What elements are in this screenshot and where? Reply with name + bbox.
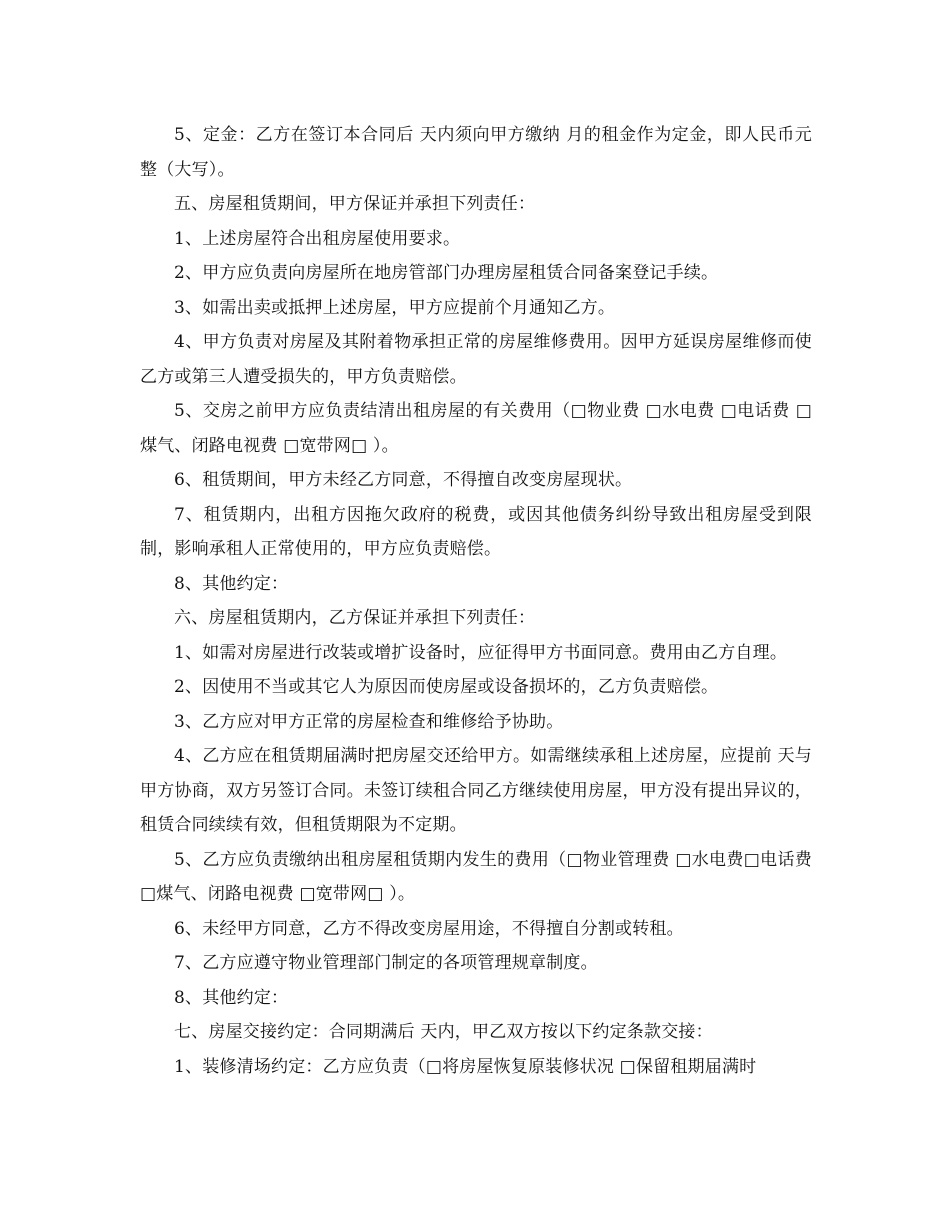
paragraph-landlord-8: 8、其他约定： bbox=[174, 573, 289, 594]
section-heading-handover: 七、房屋交接约定：合同期满后 天内，甲乙双方按以下约定条款交接： bbox=[174, 1022, 713, 1042]
paragraph-tenant-4: 4、乙方应在租赁期届满时把房屋交还给甲方。如需继续承租上述房屋，应提前 天与甲方协商，双方另签订合同。未签订续租合同乙方继续使用房屋，甲方没有提出异议的，租赁合同续续有效，但租赁期限为不定期。 bbox=[140, 746, 812, 835]
section-heading-tenant-duties: 六、房屋租赁期内，乙方保证并承担下列责任： bbox=[174, 608, 536, 628]
paragraph-tenant-6: 6、未经甲方同意，乙方不得改变房屋用途，不得擅自分割或转租。 bbox=[174, 918, 684, 939]
paragraph-tenant-1: 1、如需对房屋进行改装或增扩设备时，应征得甲方书面同意。费用由乙方自理。 bbox=[174, 642, 788, 663]
paragraph-handover-1: 1、装修清场约定：乙方应负责（□将房屋恢复原装修状况 □保留租期届满时 bbox=[174, 1056, 757, 1077]
paragraph-landlord-2: 2、甲方应负责向房屋所在地房管部门办理房屋租赁合同备案登记手续。 bbox=[174, 263, 719, 283]
paragraph-tenant-2: 2、因使用不当或其它人为原因而使房屋或设备损坏的，乙方负责赔偿。 bbox=[174, 677, 719, 697]
document-body bbox=[140, 118, 818, 1084]
paragraph-landlord-7: 7、租赁期内，出租方因拖欠政府的税费，或因其他债务纠纷导致出租房屋受到限制，影响承租人正常使用的，甲方应负责赔偿。 bbox=[140, 504, 812, 559]
paragraph-tenant-8: 8、其他约定： bbox=[174, 987, 289, 1008]
paragraph-landlord-5: 5、交房之前甲方应负责结清出租房屋的有关费用（□物业费 □水电费 □电话费 □煤气、闭路电视费 □宽带网□ ）。 bbox=[140, 401, 812, 456]
section-heading-landlord-duties: 五、房屋租赁期间，甲方保证并承担下列责任： bbox=[174, 194, 536, 214]
paragraph-deposit: 5、定金：乙方在签订本合同后 天内须向甲方缴纳 月的租金作为定金，即人民币元整（大写）。 bbox=[140, 125, 812, 180]
paragraph-landlord-6: 6、租赁期间，甲方未经乙方同意，不得擅自改变房屋现状。 bbox=[174, 470, 633, 490]
paragraph-landlord-4: 4、甲方负责对房屋及其附着物承担正常的房屋维修费用。因甲方延误房屋维修而使乙方或第三人遭受损失的，甲方负责赔偿。 bbox=[140, 332, 812, 387]
paragraph-landlord-1: 1、上述房屋符合出租房屋使用要求。 bbox=[174, 228, 461, 249]
paragraph-tenant-3: 3、乙方应对甲方正常的房屋检查和维修给予协助。 bbox=[174, 711, 564, 732]
paragraph-tenant-7: 7、乙方应遵守物业管理部门制定的各项管理规章制度。 bbox=[174, 953, 598, 973]
paragraph-landlord-3: 3、如需出卖或抵押上述房屋，甲方应提前个月通知乙方。 bbox=[174, 297, 616, 318]
paragraph-tenant-5: 5、乙方应负责缴纳出租房屋租赁期内发生的费用（□物业管理费 □水电费□电话费 □煤气、闭路电视费 □宽带网□ ）。 bbox=[140, 849, 818, 904]
